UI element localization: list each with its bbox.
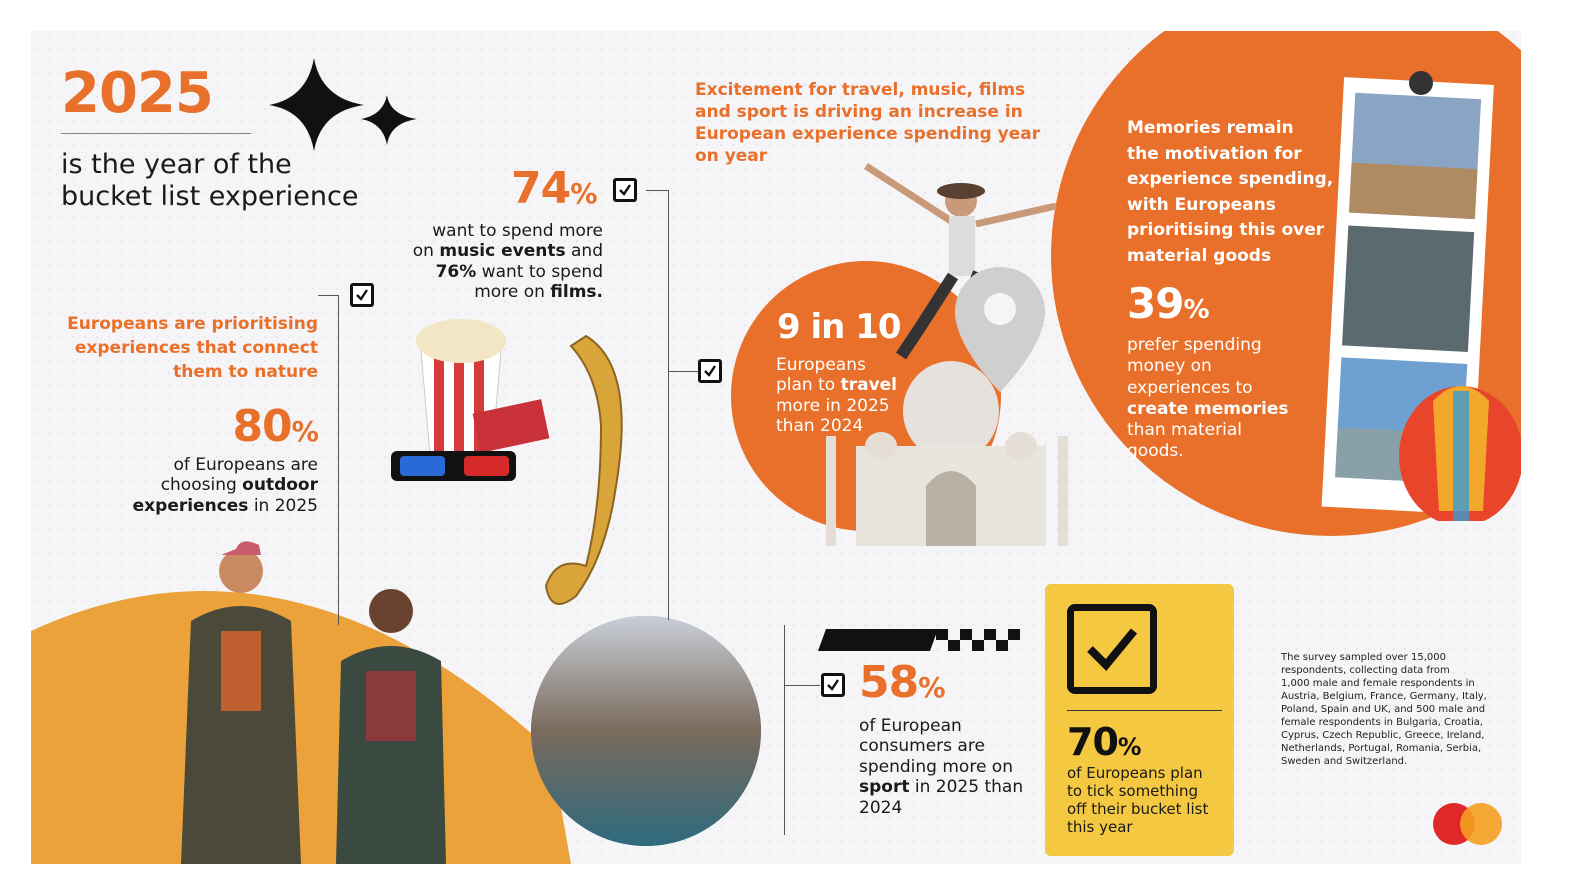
sport-stat: 58%: [859, 657, 945, 708]
sparkle-icon: [269, 53, 419, 153]
infographic: [31, 31, 1521, 864]
memories-heading: Memories remain the motivation for experience spending, with Europeans prioritising this over material goods: [1127, 118, 1334, 266]
headline-divider: [61, 133, 251, 134]
sport-desc: of European consumers are spending more on sport in 2025 than 2024: [859, 716, 1024, 818]
travel-desc: Europeans plan to travel more in 2025 than 2024: [776, 355, 898, 437]
card-divider: [1067, 710, 1222, 711]
taj-mahal-photo: [826, 346, 1071, 546]
music-stat: 74%: [511, 163, 597, 214]
nature-heading: Europeans are prioritising experiences that connect them to nature: [67, 314, 318, 382]
excitement-heading: Excitement for travel, music, films and sport is driving an increase in European experience spending year on year: [695, 80, 1041, 167]
music-desc: want to spend more on music events and 76% want to spend more on films.: [412, 221, 603, 303]
bucket-stat: 70%: [1067, 720, 1141, 764]
checkbox-icon: [613, 178, 637, 202]
checkbox-icon: [350, 283, 374, 307]
checkbox-icon: [698, 359, 722, 383]
headline-year: 2025: [61, 61, 213, 126]
bucket-list-card: [1045, 584, 1234, 856]
travel-stat: 9 in 10: [777, 307, 901, 347]
survey-footnote: The survey sampled over 15,000 respondents, collecting data from 1,000 male and female respondents in Austria, Belgium, France, Germany, Italy, Poland, Spain and UK, and 500 male and female respondents in Bulgaria, Croatia, Cyprus, Czech Republic, Greece, Ireland, Netherlands, Portugal, Romania, Serbia, Sweden and Switzerland.: [1281, 652, 1487, 767]
checkbox-icon: [821, 673, 845, 697]
memories-desc: prefer spending money on experiences to create memories than material goods.: [1127, 335, 1289, 462]
checkered-flag-icon: [818, 627, 1023, 653]
nature-desc: of Europeans are choosing outdoor experiences in 2025: [132, 455, 318, 516]
music-film-illustration: [386, 306, 676, 616]
headline-subtitle: is the year of the bucket list experience: [61, 149, 359, 213]
mastercard-logo: [1431, 801, 1506, 847]
memories-stat: 39%: [1127, 279, 1209, 328]
photo-strip: [1313, 71, 1521, 521]
nature-stat: 80%: [232, 401, 318, 452]
checkbox-icon: [1067, 604, 1157, 694]
bucket-desc: of Europeans plan to tick something off their bucket list this year: [1067, 764, 1209, 836]
